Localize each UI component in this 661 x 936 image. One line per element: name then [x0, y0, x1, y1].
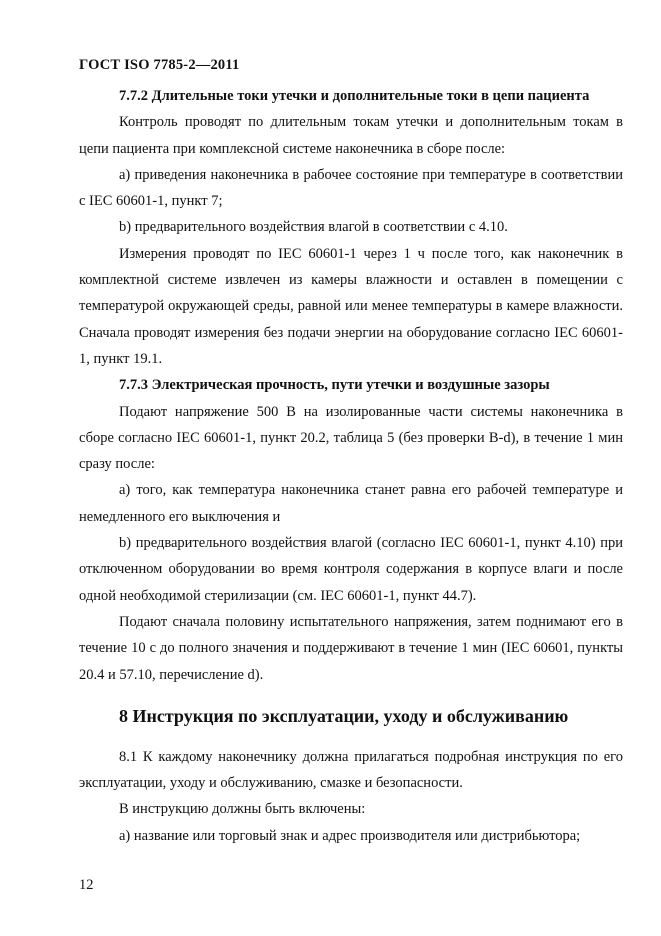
page-content	[79, 83, 623, 849]
list-item-b: b) предварительного воздействия влагой в соответствии с 4.10.	[119, 219, 508, 236]
subsection-title-7-7-3: 7.7.3 Электрическая прочность, пути утечки и воздушные зазоры	[119, 377, 550, 394]
paragraph: Контроль проводят по длительным токам утечки и дополнительным токам в цепи пациента при комплексной системе наконечника в сборе после:	[79, 114, 623, 157]
paragraph: Подают напряжение 500 В на изолированные части системы наконечника в сборе согласно IEC 60601-1, пункт 20.2, таблица 5 (без проверки B-d), в течение 1 мин сразу после:	[79, 403, 623, 473]
paragraph: Измерения проводят по IEC 60601-1 через 1 ч после того, как наконечник в комплектной системе извлечен из камеры влажности и оставлен в помещении с температурой окружающей среды, равной или менее температуры в камере влажности. Сначала проводят измерения без подачи энергии на оборудование согласно IEC 60601-1, пункт 19.1.	[79, 245, 623, 367]
section-title-8: 8 Инструкция по эксплуатации, уходу и обслуживанию	[119, 705, 569, 726]
list-item-a: а) название или торговый знак и адрес производителя или дистрибьютора;	[119, 827, 581, 844]
standard-header: ГОСТ ISO 7785-2—2011	[79, 57, 240, 73]
paragraph: Подают сначала половину испытательного напряжения, затем поднимают его в течение 10 с до полного значения и поддерживают в течение 1 мин (IEC 60601, пункты 20.4 и 57.10, перечисление d).	[79, 613, 623, 683]
subsection-title-7-7-2: 7.7.2 Длительные токи утечки и дополнительные токи в цепи пациента	[119, 88, 590, 104]
page-number: 12	[79, 877, 94, 893]
paragraph: В инструкцию должны быть включены:	[119, 801, 366, 818]
list-item-a: а) того, как температура наконечника станет равна его рабочей температуре и немедленного его выключения и	[79, 482, 623, 525]
list-item-b: b) предварительного воздействия влагой (согласно IEC 60601-1, пункт 4.10) при отключенном оборудовании во время контроля содержания в корпусе влаги и после одной необходимой стерилизации (см. IEC 60601-1, пункт 44.7).	[79, 535, 623, 604]
paragraph: 8.1 К каждому наконечнику должна прилагаться подробная инструкция по его эксплуатации, уходу и обслуживанию, смазке и безопасности.	[79, 748, 623, 792]
list-item-a: а) приведения наконечника в рабочее состояние при температуре в соответствии с IEC 60601-1, пункт 7;	[79, 166, 623, 210]
